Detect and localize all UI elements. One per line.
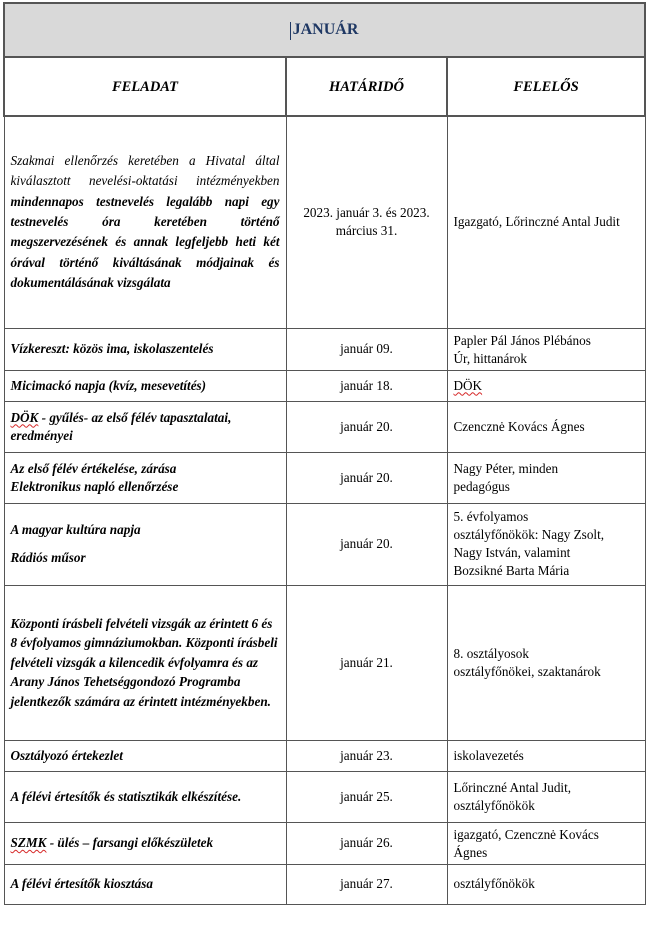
task-cell: Vízkereszt: közös ima, iskolaszentelés	[4, 328, 286, 370]
deadline-cell: január 26.	[286, 822, 447, 864]
task-cell: Központi írásbeli felvételi vizsgák az érintett 6 és 8 évfolyamos gimnáziumokban. Központi írásbeli felvételi vizsgák a kilencedik évfolyamra és az Arany János Tehetséggondozó Programba jelentkezők számára az érintett intézményekben.	[4, 585, 286, 740]
task-line: Az első félév értékelése, zárása	[10, 460, 177, 476]
task-cell: Micimackó napja (kvíz, mesevetítés)	[4, 370, 286, 401]
responsible-line: 8. osztályosok	[453, 645, 529, 661]
responsible-line: Ágnes	[453, 844, 488, 860]
task-cell	[4, 401, 286, 452]
header-task: FELADAT	[4, 57, 286, 116]
task-text-bold: mindennapos testnevelés legalább napi egy testnevelés óra keretében történő megszervezésének és annak legfeljebb heti két órával történő kiváltásának módjainak és dokumentálásának vizsgálata	[10, 193, 280, 291]
deadline-cell: január 23.	[286, 740, 447, 771]
task-text-underlined: DÖK	[10, 409, 39, 425]
schedule-table	[3, 2, 646, 905]
responsible-line: Papler Pál János Plébános	[453, 332, 591, 348]
table-row	[4, 740, 645, 771]
responsible-line: osztályfőnökök	[453, 797, 535, 813]
responsible-line: pedagógus	[453, 478, 510, 494]
responsible-line: 5. évfolyamos	[453, 509, 529, 524]
table-row	[4, 864, 645, 904]
deadline-cell: január 21.	[286, 585, 447, 740]
responsible-cell	[447, 370, 645, 401]
table-row	[4, 503, 645, 585]
task-line: Elektronikus napló ellenőrzése	[10, 478, 179, 494]
table-row	[4, 401, 645, 452]
responsible-line: Lőrinczné Antal Judit,	[453, 779, 572, 795]
task-line: Rádiós műsor	[10, 550, 86, 565]
responsible-cell	[447, 585, 645, 740]
deadline-cell: január 18.	[286, 370, 447, 401]
responsible-cell	[447, 503, 645, 585]
task-cell	[4, 116, 286, 328]
month-title-cell	[4, 3, 645, 57]
task-text: - ülés – farsangi előkészületek	[46, 835, 214, 850]
table-row	[4, 328, 645, 370]
table-row	[4, 585, 645, 740]
month-title: JANUÁR	[292, 21, 359, 38]
responsible-line: Nagy Péter, minden	[453, 460, 559, 476]
responsible-cell	[447, 771, 645, 822]
task-cell	[4, 452, 286, 503]
responsible-cell: Czencznė Kovács Ágnes	[447, 401, 645, 452]
deadline-cell: január 09.	[286, 328, 447, 370]
task-cell: A félévi értesítők és statisztikák elkészítése.	[4, 771, 286, 822]
task-cell	[4, 503, 286, 585]
responsible-text: DÖK	[453, 377, 483, 393]
title-row	[4, 3, 645, 57]
task-text: - gyűlés- az első félév tapasztalatai, eredményei	[10, 409, 232, 443]
responsible-cell	[447, 822, 645, 864]
responsible-line: Bozsikné Barta Mária	[453, 563, 570, 578]
task-cell: A félévi értesítők kiosztása	[4, 864, 286, 904]
task-line: A magyar kultúra napja	[10, 522, 141, 537]
responsible-cell: iskolavezetés	[447, 740, 645, 771]
deadline-cell: 2023. január 3. és 2023. március 31.	[286, 116, 447, 328]
responsible-cell	[447, 328, 645, 370]
responsible-line: osztályfőnökök: Nagy Zsolt,	[453, 527, 605, 542]
responsible-cell: Igazgató, Lőrinczné Antal Judit	[447, 116, 645, 328]
responsible-line: osztályfőnökei, szaktanárok	[453, 663, 601, 679]
responsible-cell: osztályfőnökök	[447, 864, 645, 904]
task-cell	[4, 822, 286, 864]
header-row	[4, 57, 645, 116]
table-row	[4, 771, 645, 822]
task-cell: Osztályozó értekezlet	[4, 740, 286, 771]
table-row	[4, 370, 645, 401]
task-text-underlined: SZMK	[10, 835, 47, 850]
deadline-cell: január 20.	[286, 503, 447, 585]
header-deadline: HATÁRIDŐ	[286, 57, 447, 116]
header-responsible: FELELŐS	[447, 57, 645, 116]
deadline-cell: január 27.	[286, 864, 447, 904]
deadline-cell: január 20.	[286, 401, 447, 452]
task-text-plain: Szakmai ellenőrzés keretében a Hivatal által kiválasztott nevelési-oktatási intézményekben	[10, 152, 280, 189]
responsible-line: Nagy István, valamint	[453, 545, 571, 560]
responsible-line: Úr, hittanárok	[453, 350, 527, 366]
responsible-cell	[447, 452, 645, 503]
table-row	[4, 452, 645, 503]
deadline-cell: január 20.	[286, 452, 447, 503]
table-row	[4, 116, 645, 328]
responsible-line: igazgató, Czencznė Kovács	[453, 826, 599, 842]
deadline-cell: január 25.	[286, 771, 447, 822]
table-row	[4, 822, 645, 864]
